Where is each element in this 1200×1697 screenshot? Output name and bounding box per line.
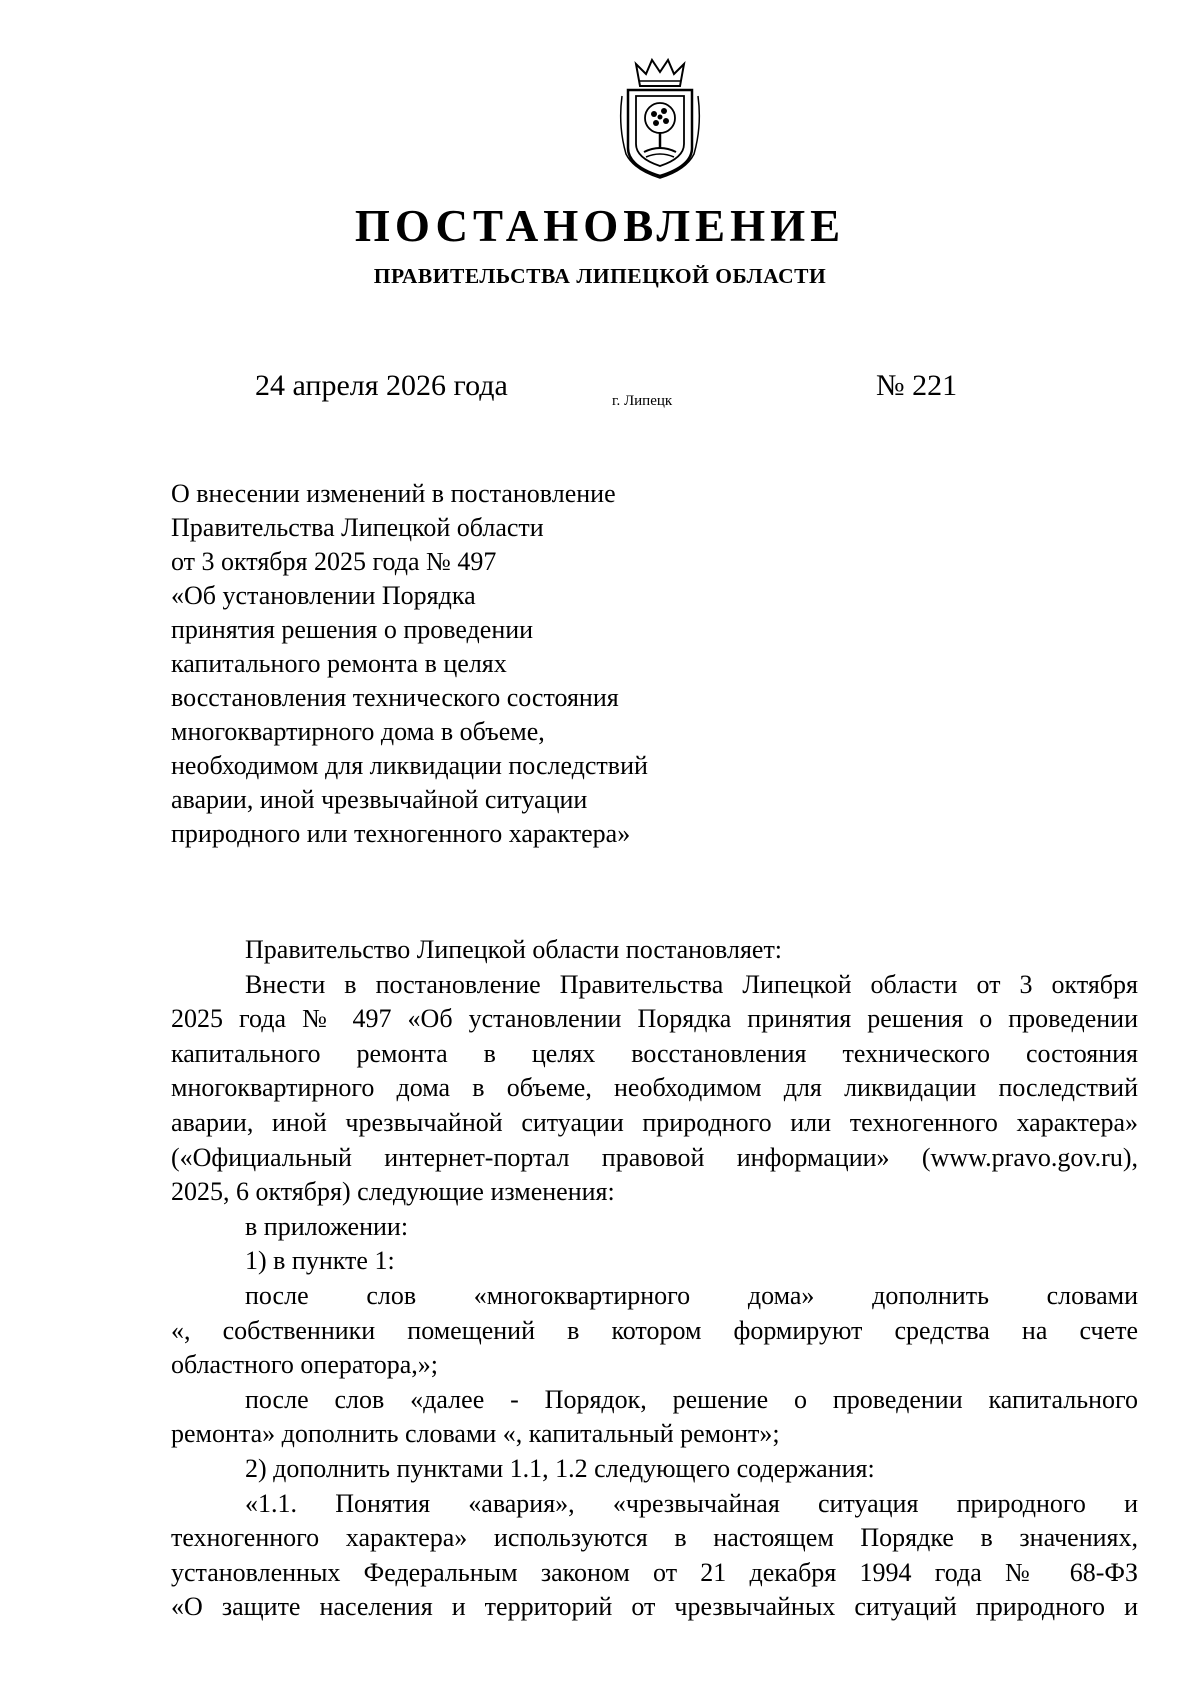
body-line: областного оператора,»;: [171, 1350, 439, 1380]
subject-line: необходимом для ликвидации последствий: [171, 751, 648, 780]
coat-of-arms-emblem: [616, 56, 704, 180]
document-title: ПОСТАНОВЛЕНИЕ: [354, 201, 846, 251]
body-line: («Официальный интернет-портал правовой информации» (www.pravo.gov.ru),: [171, 1142, 1138, 1172]
document-date: 24 апреля 2026 года: [255, 369, 508, 402]
subject-line: восстановления технического состояния: [171, 683, 619, 712]
subject-line: О внесении изменений в постановление: [171, 479, 616, 508]
body-line: «1.1. Понятия «авария», «чрезвычайная ситуация природного и: [245, 1488, 1138, 1518]
subject-line: аварии, иной чрезвычайной ситуации: [171, 785, 588, 814]
subject-line: капитального ремонта в целях: [171, 649, 507, 678]
body-line: капитального ремонта в целях восстановления технического состояния: [171, 1038, 1138, 1068]
subject-line: от 3 октября 2025 года № 497: [171, 547, 497, 576]
body-line: 1) в пункте 1:: [245, 1246, 395, 1276]
subject-line: принятия решения о проведении: [171, 615, 534, 644]
body-line: многоквартирного дома в объеме, необходимом для ликвидации последствий: [171, 1073, 1138, 1103]
body-line: техногенного характера» используются в настоящем Порядке в значениях,: [171, 1523, 1138, 1553]
document-subject: [171, 477, 731, 851]
document-subtitle: ПРАВИТЕЛЬСТВА ЛИПЕЦКОЙ ОБЛАСТИ: [373, 264, 827, 288]
subject-line: «Об установлении Порядка: [171, 581, 476, 610]
document-number: № 221: [876, 369, 958, 402]
body-line: после слов «далее - Порядок, решение о проведении капитального: [245, 1384, 1138, 1414]
subject-line: природного или техногенного характера»: [171, 819, 631, 848]
body-line: 2025, 6 октября) следующие изменения:: [171, 1177, 615, 1207]
document-city: г. Липецк: [612, 393, 673, 409]
subject-line: Правительства Липецкой области: [171, 513, 544, 542]
body-line: «, собственники помещений в котором формируют средства на счете: [171, 1315, 1138, 1345]
body-line: в приложении:: [245, 1211, 409, 1241]
body-line: после слов «многоквартирного дома» дополнить словами: [245, 1280, 1138, 1310]
body-line: Правительство Липецкой области постановляет:: [245, 935, 783, 964]
body-line: установленных Федеральным законом от 21 декабря 1994 года № 68-ФЗ: [171, 1557, 1138, 1587]
body-line: «О защите населения и территорий от чрезвычайных ситуаций природного и: [171, 1592, 1138, 1622]
body-line: 2) дополнить пунктами 1.1, 1.2 следующего содержания:: [245, 1453, 875, 1483]
coat-of-arms-icon: [616, 56, 704, 180]
subject-line: многоквартирного дома в объеме,: [171, 717, 545, 746]
body-line: 2025 года № 497 «Об установлении Порядка принятия решения о проведении: [171, 1004, 1138, 1034]
body-line: аварии, иной чрезвычайной ситуации природного или техногенного характера»: [171, 1107, 1138, 1137]
body-line: ремонта» дополнить словами «, капитальный ремонт»;: [171, 1419, 780, 1449]
document-body: [171, 933, 1138, 1625]
body-line: Внести в постановление Правительства Липецкой области от 3 октября: [245, 969, 1138, 999]
